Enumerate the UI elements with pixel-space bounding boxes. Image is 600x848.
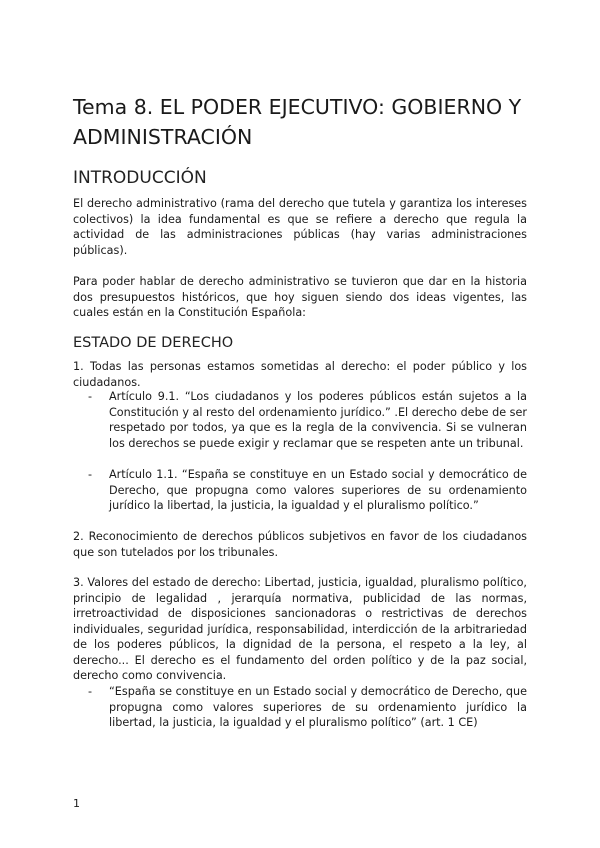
bullet-text: Artículo 1.1. “España se constituye en un Estado social y democrático de Derecho, que propugna como valores superiores de su ordenamiento jurídico la libertad, la justicia, la igualdad y el pluralismo político.” bbox=[109, 468, 527, 512]
page-title: Tema 8. EL PODER EJECUTIVO: GOBIERNO Y ADMINISTRACIÓN bbox=[73, 95, 522, 149]
intro-paragraph-1: El derecho administrativo (rama del derecho que tutela y garantiza los intereses colectivos) la idea fundamental es que se refiere a derecho que regula la actividad de las administraciones públicas (hay varias administraciones públicas). bbox=[73, 197, 527, 257]
bullet-text: “España se constituye en un Estado social y democrático de Derecho, que propugna como valores superiores de su ordenamiento jurídico la libertad, la justicia, la igualdad y el pluralismo político” (art. 1 CE) bbox=[109, 685, 527, 729]
intro-paragraph-2: Para poder hablar de derecho administrativo se tuvieron que dar en la historia dos presupuestos históricos, que hoy siguen siendo dos ideas vigentes, las cuales están en la Constitución Española: bbox=[73, 275, 527, 319]
bullet-text: Artículo 9.1. “Los ciudadanos y los poderes públicos están sujetos a la Constitución y al resto del ordenamiento jurídico.” .El derecho debe de ser respetado por todos, ya que es la regla de la convivencia. Si se vulneran los derechos se puede exigir y reclamar que se respeten ante un tribunal. bbox=[109, 390, 527, 450]
bullet-item-art-1-ce bbox=[88, 684, 527, 731]
list-item-2: 2. Reconocimiento de derechos públicos subjetivos en favor de los ciudadanos que son tutelados por los tribunales. bbox=[73, 530, 527, 559]
page-number: 1 bbox=[73, 797, 80, 810]
section-heading-introduccion: INTRODUCCIÓN bbox=[73, 168, 207, 188]
bullet-item-articulo-9-1 bbox=[88, 389, 527, 451]
list-item-3: 3. Valores del estado de derecho: Libertad, justicia, igualdad, pluralismo político, principio de legalidad , jerarquía normativa, publicidad de las normas, irretroactividad de disposiciones sancionadoras o restrictivas de derechos individuales, seguridad jurídica, responsabilidad, interdicción de la arbitrariedad de los poderes públicos, la dignidad de la persona, el respeto a la ley, al derecho... El derecho es el fundamento del orden político y de la paz social, derecho como convivencia. bbox=[73, 576, 527, 682]
section-heading-estado-de-derecho: ESTADO DE DERECHO bbox=[73, 335, 234, 351]
bullet-item-articulo-1-1 bbox=[88, 467, 527, 514]
list-item-1: 1. Todas las personas estamos sometidas al derecho: el poder público y los ciudadanos. bbox=[73, 360, 527, 389]
bullet-dash: - bbox=[88, 468, 93, 481]
bullet-dash: - bbox=[88, 685, 93, 698]
bullet-dash: - bbox=[88, 390, 93, 403]
